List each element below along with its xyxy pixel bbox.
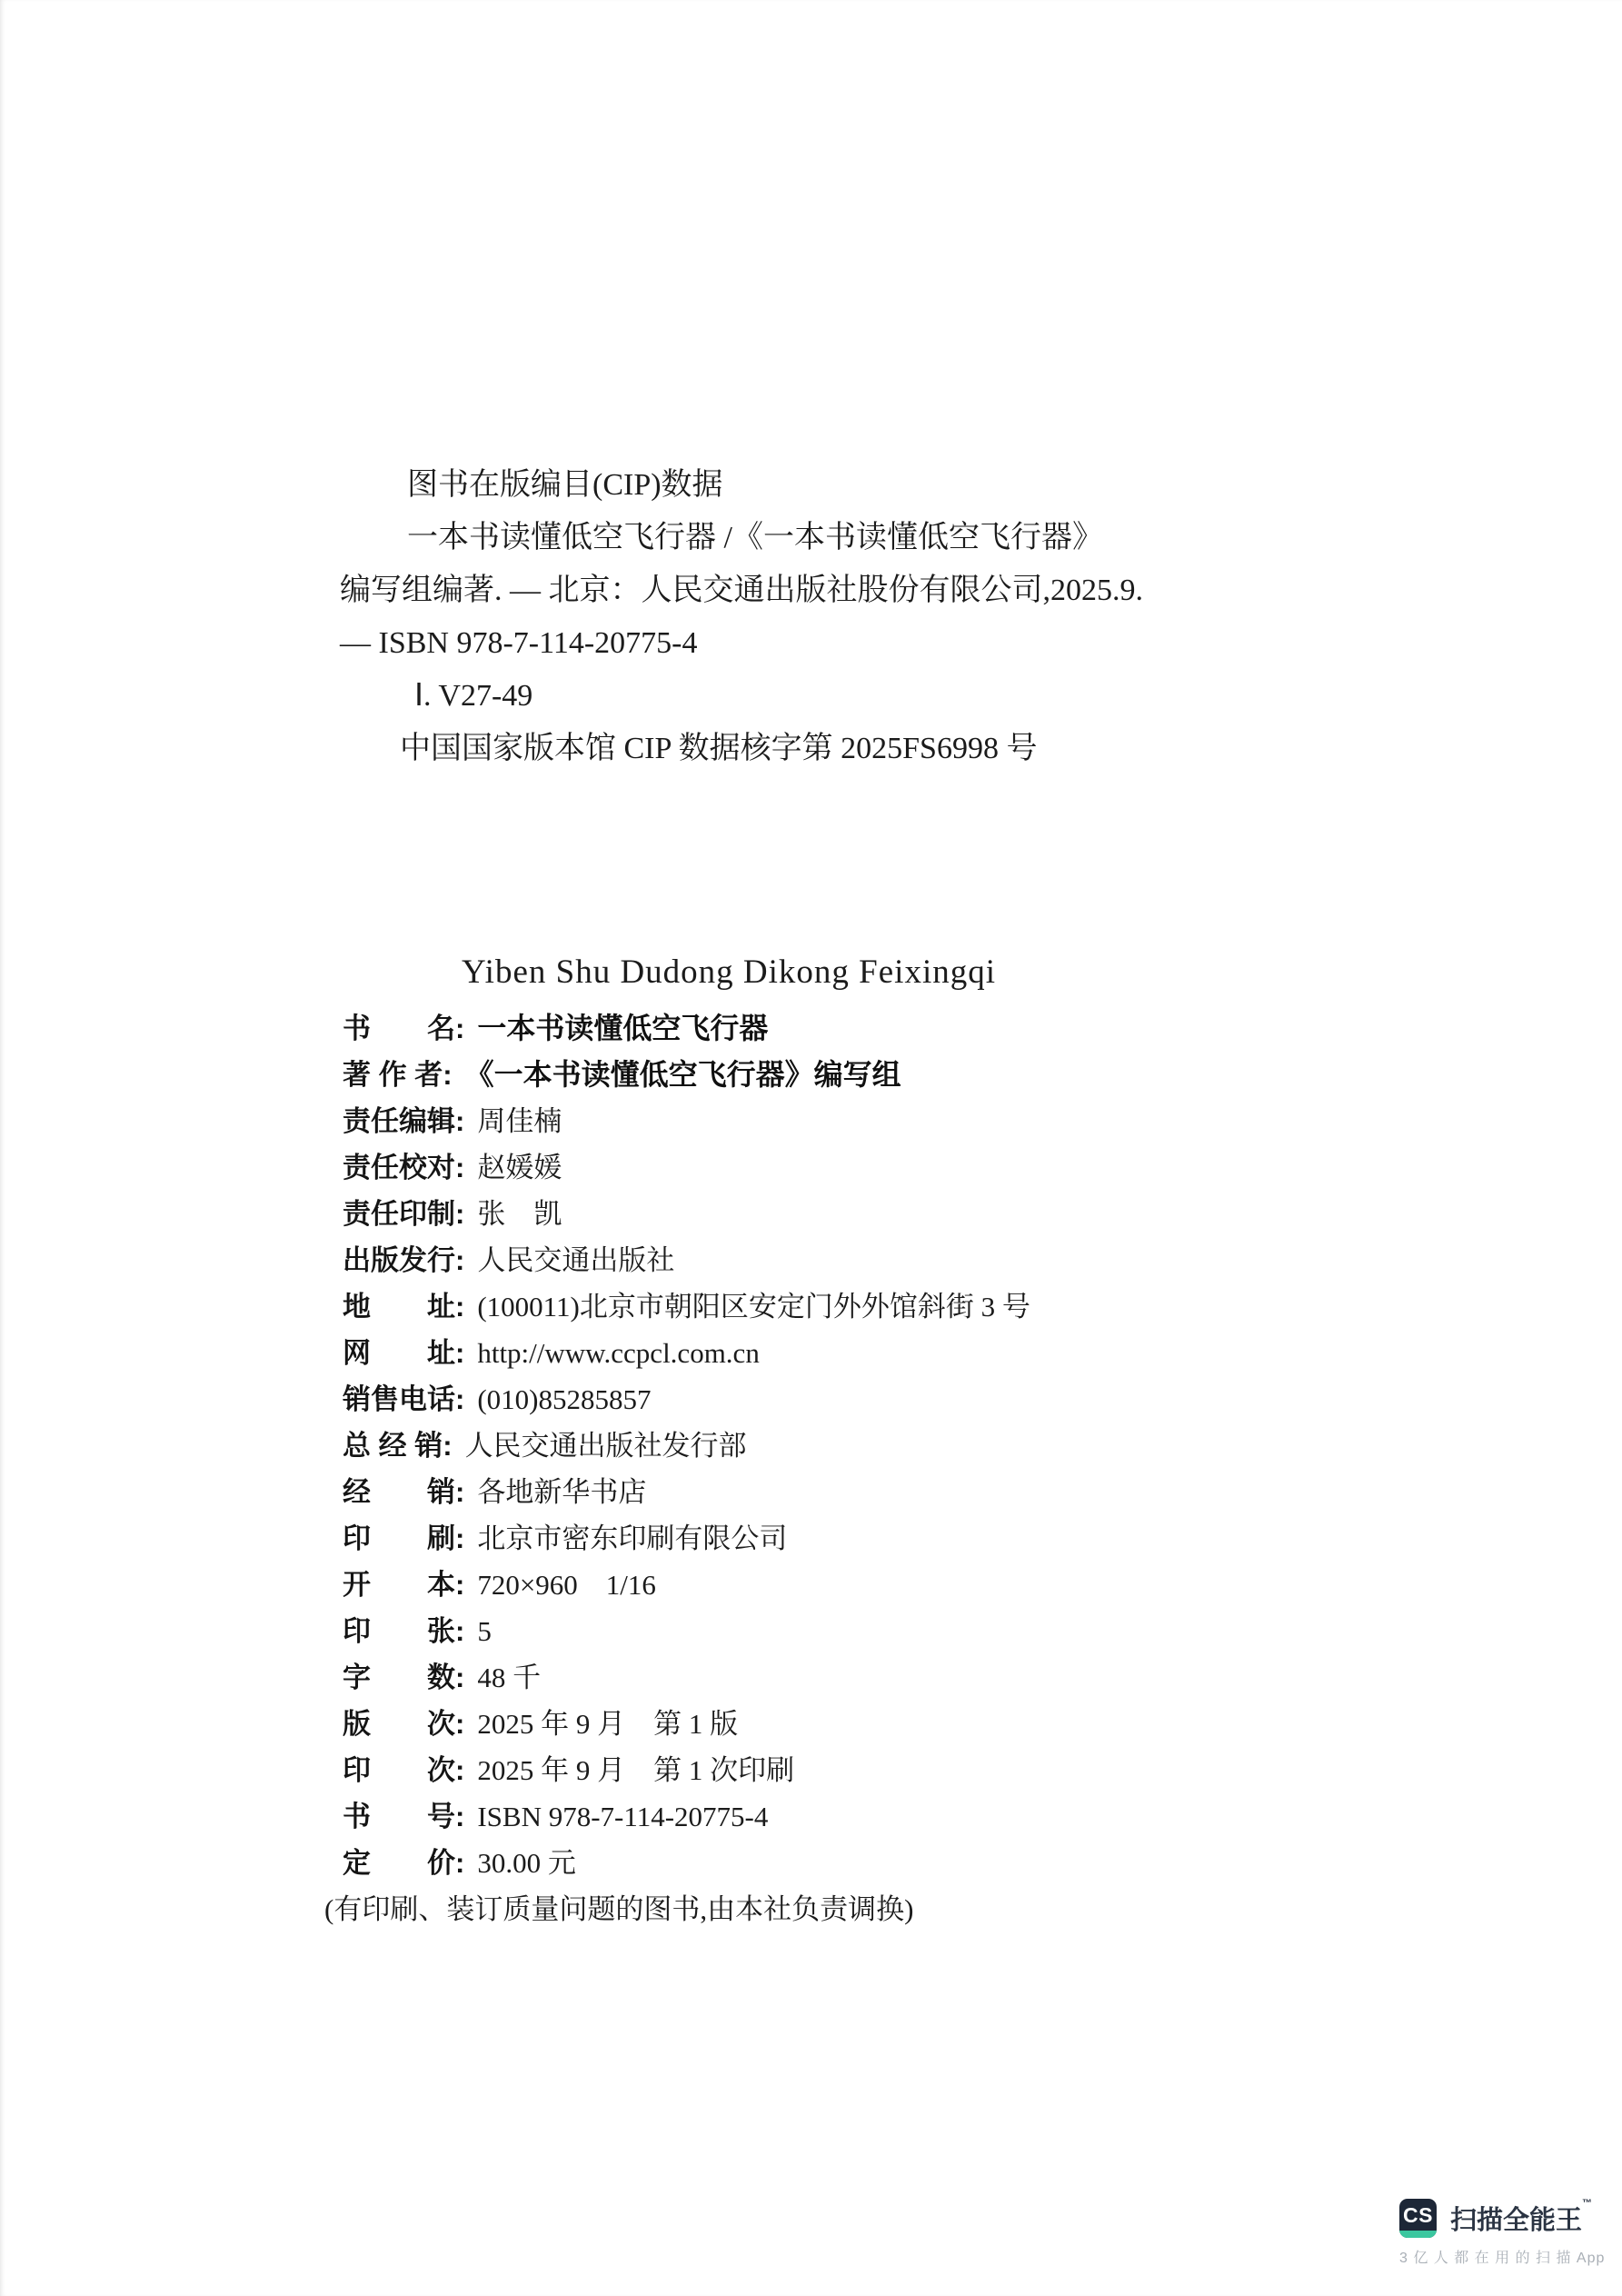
colophon-row-general-distributor <box>324 1423 1030 1469</box>
field-value: 720×960 1/16 <box>477 1569 656 1601</box>
trademark-symbol: ™ <box>1582 2198 1593 2209</box>
field-value: 各地新华书店 <box>477 1476 647 1508</box>
cip-block <box>340 459 1321 775</box>
field-value: 赵媛媛 <box>477 1152 562 1183</box>
field-label: 印 张: <box>343 1615 465 1647</box>
field-value: 30.00 元 <box>477 1847 576 1879</box>
colophon-row-printer <box>324 1515 1030 1562</box>
field-label: 出版发行: <box>343 1244 465 1276</box>
colophon-row-book-title <box>324 1005 1030 1052</box>
field-label: 责任校对: <box>343 1152 465 1183</box>
colophon-row-proofreader <box>324 1144 1030 1191</box>
quality-exchange-note: (有印刷、装订质量问题的图书,由本社负责调换) <box>324 1893 914 1925</box>
field-label: 字 数: <box>343 1662 465 1693</box>
colophon-row-publisher <box>324 1237 1030 1283</box>
brand-text: 扫描全能王 <box>1450 2206 1583 2235</box>
field-value: 2025 年 9 月 第 1 次印刷 <box>477 1754 795 1786</box>
field-label: 书 号: <box>343 1801 465 1832</box>
camscanner-tagline: 3 亿 人 都 在 用 的 扫 描 App <box>1399 2251 1606 2266</box>
camscanner-logo-accent-strip <box>1399 2231 1437 2238</box>
field-value: 一本书读懂低空飞行器 <box>477 1012 769 1044</box>
cip-title-line: 一本书读懂低空飞行器 /《一本书读懂低空飞行器》 <box>407 521 1103 554</box>
camscanner-brand-name <box>1450 2200 1592 2237</box>
field-label: 责任印制: <box>343 1198 465 1230</box>
colophon-row-print-supervisor <box>324 1191 1030 1237</box>
field-label: 印 刷: <box>343 1522 465 1554</box>
field-value: 周佳楠 <box>477 1105 562 1137</box>
colophon-row-author <box>324 1052 1030 1098</box>
colophon-row-edition <box>324 1701 1030 1747</box>
camscanner-logo-text: CS <box>1403 2203 1433 2227</box>
cip-isbn-line: — ISBN 978-7-114-20775-4 <box>340 626 698 660</box>
colophon-row-price <box>324 1840 1030 1886</box>
field-label: 网 址: <box>343 1337 465 1369</box>
colophon-block <box>324 1005 1030 1932</box>
colophon-row-format <box>324 1562 1030 1608</box>
field-label: 总 经 销: <box>343 1430 453 1462</box>
field-value: 张 凯 <box>477 1198 562 1230</box>
field-value: 人民交通出版社 <box>477 1244 675 1276</box>
cip-heading: 图书在版编目(CIP)数据 <box>407 468 723 502</box>
field-value: 48 千 <box>477 1662 542 1693</box>
field-value: 北京市密东印刷有限公司 <box>477 1522 788 1554</box>
camscanner-brand-row <box>1399 2199 1605 2238</box>
field-label: 版 次: <box>343 1708 465 1740</box>
colophon-row-impression <box>324 1747 1030 1793</box>
field-value: 《一本书读懂低空飞行器》编写组 <box>464 1058 901 1091</box>
colophon-row-word-count <box>324 1654 1030 1701</box>
colophon-row-sales-phone <box>324 1376 1030 1423</box>
field-label: 销售电话: <box>343 1383 465 1415</box>
colophon-row-isbn <box>324 1793 1030 1840</box>
field-value: ISBN 978-7-114-20775-4 <box>477 1801 769 1832</box>
field-label: 经 销: <box>343 1476 465 1508</box>
field-value: 2025 年 9 月 第 1 版 <box>477 1708 739 1740</box>
field-label: 著 作 者: <box>343 1059 453 1091</box>
colophon-row-address <box>324 1283 1030 1330</box>
field-label: 书 名: <box>343 1013 465 1044</box>
cip-registry-line: 中国国家版本馆 CIP 数据核字第 2025FS6998 号 <box>400 732 1038 765</box>
camscanner-watermark <box>1399 2199 1605 2267</box>
field-value: 5 <box>477 1615 492 1647</box>
colophon-row-editor <box>324 1098 1030 1144</box>
field-label: 印 次: <box>343 1754 465 1786</box>
field-value: http://www.ccpcl.com.cn <box>477 1337 760 1369</box>
field-value: 人民交通出版社发行部 <box>464 1430 747 1462</box>
colophon-row-sheets <box>324 1608 1030 1654</box>
field-value: (100011)北京市朝阳区安定门外外馆斜街 3 号 <box>477 1291 1030 1323</box>
field-label: 责任编辑: <box>343 1105 465 1137</box>
field-label: 开 本: <box>343 1569 465 1601</box>
cip-publisher-line: 编写组编著. — 北京：人民交通出版社股份有限公司,2025.9. <box>340 574 1143 607</box>
pinyin-title: Yiben Shu Dudong Dikong Feixingqi <box>462 953 997 991</box>
colophon-row-website <box>324 1330 1030 1376</box>
cip-classification-line: Ⅰ. V27-49 <box>414 679 533 713</box>
field-label: 地 址: <box>343 1291 465 1323</box>
colophon-row-distributor <box>324 1469 1030 1515</box>
field-value: (010)85285857 <box>477 1383 652 1415</box>
field-label: 定 价: <box>343 1847 465 1879</box>
camscanner-logo-icon <box>1399 2199 1437 2238</box>
